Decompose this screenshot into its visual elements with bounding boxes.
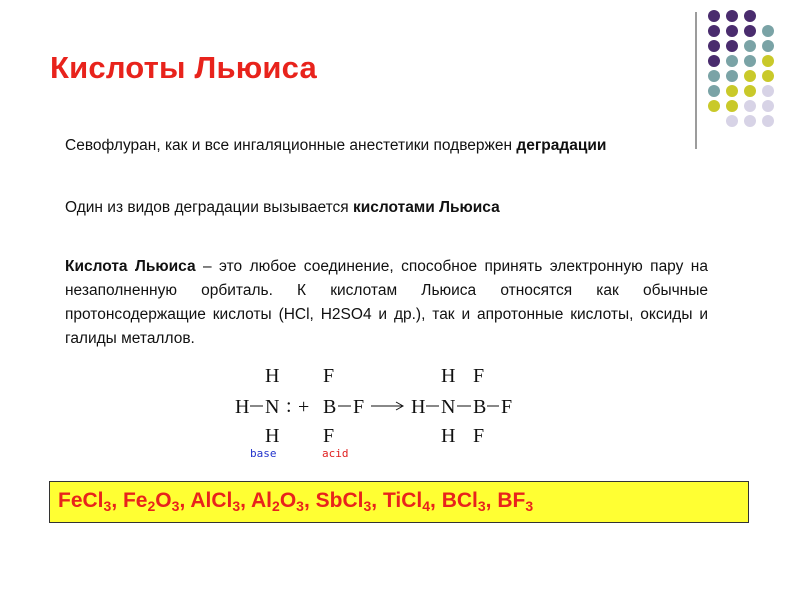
atom-h: H [441,425,456,447]
atom-f: F [353,396,365,418]
formula-separator: , [303,489,316,512]
atom-n: N [441,396,456,418]
formula: BCl$_3$ [441,489,486,514]
decorative-dot [726,40,738,52]
acid-label: acid [322,447,349,460]
decorative-dot [744,55,756,67]
formula: AlCl$_3$ [190,489,241,514]
decorative-dot [726,100,738,112]
plus-sign: + [298,396,310,418]
atom-h: H [265,365,280,387]
formula: $Al_2O_3$ [251,489,304,514]
decorative-divider [695,12,697,149]
lewis-reaction-diagram [230,362,530,462]
decorative-dot [762,100,774,112]
intro-paragraph [65,134,685,157]
decorative-dot [726,85,738,97]
degradation-paragraph [65,196,705,219]
formula-separator: , [485,489,498,512]
slide-title: Кислоты Льюиса [50,50,317,85]
formula-separator: , [111,489,123,512]
formula-separator: , [179,489,191,512]
decorative-dot [708,100,720,112]
decorative-dot [708,10,720,22]
decorative-dot [708,55,720,67]
atom-h: H [411,396,426,418]
atom-h: H [235,396,250,418]
atom-f: F [323,425,335,447]
intro-text: Севофлуран, как и все ингаляционные анестетики подвержен [65,137,517,154]
definition-text: – это любое соединение, способное принять электронную пару на незаполненную орбиталь. К кислотам Льюиса относятся как обычные протонсодержащие кислоты (HCl, H2SO4 и др.), так и апротонные кислоты, оксиды и галиды металлов. [65,258,708,347]
formula-separator: , [430,489,442,512]
lone-pair: : [286,395,292,417]
decorative-dot [762,115,774,127]
decorative-dot [708,25,720,37]
decorative-dot [726,25,738,37]
decorative-dot [744,70,756,82]
degradation-text: Один из видов деградации вызывается [65,199,353,216]
atom-f: F [323,365,335,387]
formula: FeCl$_3$ [58,489,112,514]
formula-separator: , [240,489,252,512]
atom-h: H [441,365,456,387]
base-label: base [250,447,277,460]
lewis-acid-examples-box [49,481,749,523]
formula-separator: , [371,489,383,512]
decorative-dot [744,10,756,22]
decorative-dot [726,10,738,22]
decorative-dot [726,55,738,67]
decorative-dot [762,25,774,37]
atom-h: H [265,425,280,447]
decorative-dot [762,40,774,52]
decorative-dot-grid [708,10,778,130]
formula: $BF_3$ [497,489,534,514]
degradation-bold: кислотами Льюиса [352,199,500,216]
atom-b: B [323,396,337,418]
definition-paragraph [65,255,708,351]
formula: $Fe_2O_3$ [122,489,180,514]
intro-bold: деградации [516,137,607,154]
definition-term: Кислота Льюиса [65,258,196,275]
decorative-dot [744,40,756,52]
decorative-dot [744,115,756,127]
atom-f: F [501,396,513,418]
atom-n: N [265,396,280,418]
decorative-dot [708,40,720,52]
decorative-dot [726,70,738,82]
formula: SbCl$_3$ [315,489,372,514]
atom-f: F [473,365,485,387]
decorative-dot [762,70,774,82]
decorative-dot [744,100,756,112]
decorative-dot [708,70,720,82]
decorative-dot [708,85,720,97]
decorative-dot [744,25,756,37]
decorative-dot [762,85,774,97]
formula: TiCl$_4$ [382,489,431,514]
atom-b: B [473,396,487,418]
decorative-dot [762,55,774,67]
atom-f: F [473,425,485,447]
decorative-dot [744,85,756,97]
decorative-dot [726,115,738,127]
